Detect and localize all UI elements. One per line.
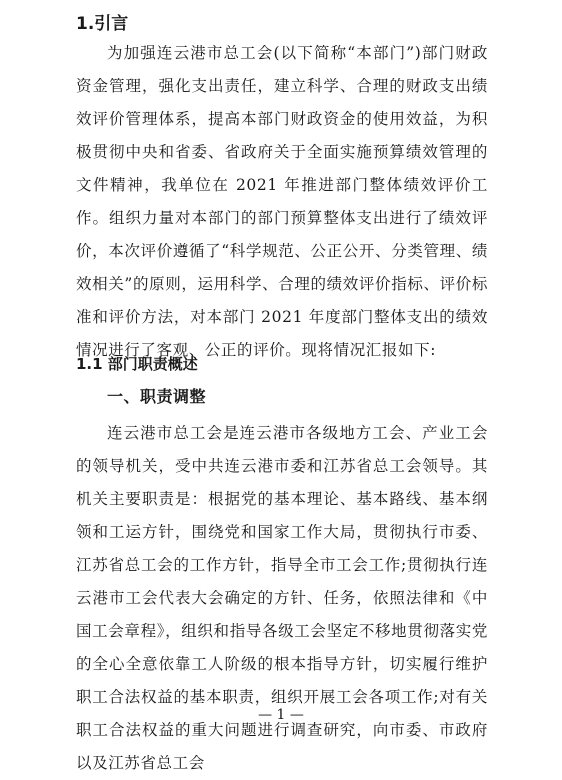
subheading-duty-adjustment: 一、职责调整 (107, 387, 207, 406)
introduction-paragraph: 为加强连云港市总工会(以下简称“本部门”)部门财政资金管理，强化支出责任，建立科学、合理的财政支出绩效评价管理体系，提高本部门财政资金的使用效益，为积极贯彻中央和省委、省政府关于全面实施预算绩效管理的文件精神，我单位在 2021 年推进部门整体绩效评价工作。组织力量对本部门的部门预算整体支出进行了绩效评价，本次评价遵循了“科学规范、公正公开、分类管理、绩效相关”的原则，运用科学、合理的绩效评价指标、评价标准和评价方法，对本部门 2021 年度部门整体支出的绩效情况进行了客观、公正的评价。现将情况汇报如下: (76, 44, 488, 359)
section-heading-introduction: 1.引言 (76, 14, 129, 34)
subsection-heading-department-duties: 1.1 部门职责概述 (76, 355, 198, 373)
duties-paragraph: 连云港市总工会是连云港市各级地方工会、产业工会的领导机关，受中共连云港市委和江苏省总工会领导。其机关主要职责是：根据党的基本理论、基本路线、基本纲领和工运方针，围绕党和国家工作大局，贯彻执行市委、江苏省总工会的工作方针，指导全市工会工作;贯彻执行连云港市工会代表大会确定的方针、任务，依照法律和《中国工会章程》，组织和指导各级工会坚定不移地贯彻落实党的全心全意依靠工人阶级的根本指导方针，切实履行维护职工合法权益的基本职责，组织开展工会各项工作;对有关职工合法权益的重大问题进行调查研究，向市委、市政府以及江苏省总工会 (76, 424, 488, 772)
page-number: — 1 — (258, 707, 304, 723)
